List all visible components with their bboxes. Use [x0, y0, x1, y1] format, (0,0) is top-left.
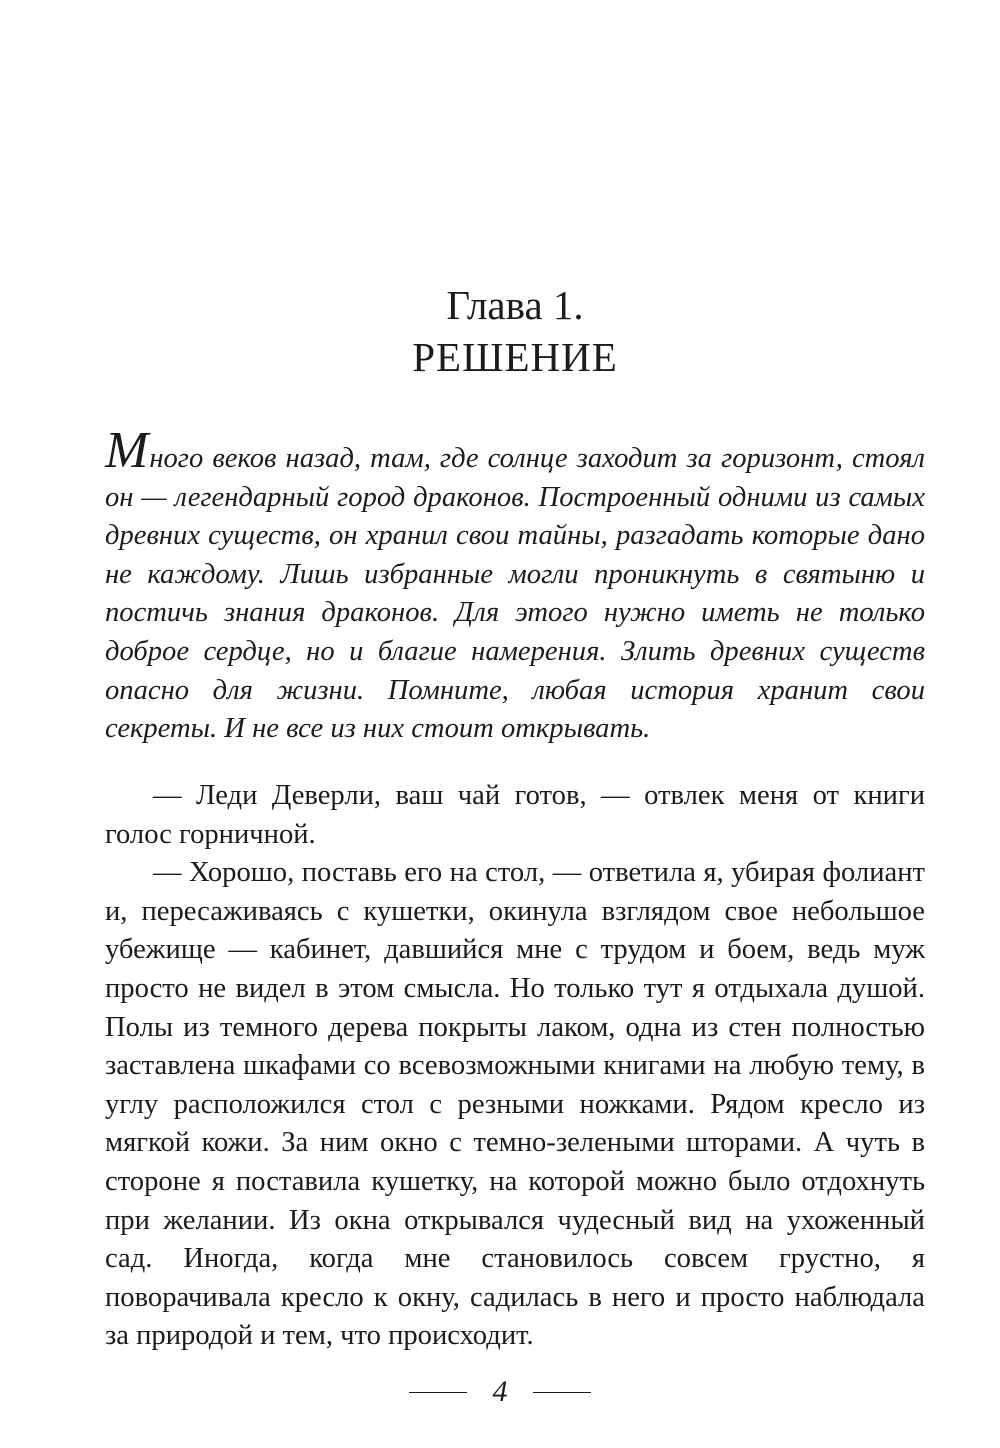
chapter-header [0, 279, 1000, 383]
page-number: 4 [492, 1375, 508, 1409]
footer-rule-right [533, 1392, 591, 1393]
page-footer [0, 1370, 1000, 1412]
epigraph-text: ного веков назад, там, где солнце заходит за горизонт, стоял он — легендарный город драконов. Построенный одними из самых древних существ, он хранил свои тайны, разгадать которые дано не каждому. Лишь избранные могли проникнуть в святыню и постичь знания драконов. Для этого нужно иметь не только доброе сердце, но и благие намерения. Злить древних существ опасно для жизни. Помните, любая история хранит свои секреты. И не все из них стоит открывать. [105, 443, 925, 745]
body-text [105, 777, 925, 1356]
epigraph-initial: М [105, 422, 149, 479]
paragraph: — Хорошо, поставь его на стол, — ответила я, убирая фолиант и, пересаживаясь с кушетки, окинула взглядом свое небольшое убежище — кабинет, давшийся мне с трудом и боем, ведь муж просто не видел в этом смысла. Но только тут я отдыхала душой. Полы из темного дерева покрыты лаком, одна из стен полностью заставлена шкафами со всевозможными книгами на любую тему, в углу расположился стол с резными ножками. Рядом кресло из мягкой кожи. За ним окно с темно-зелеными шторами. А чуть в стороне я поставила кушетку, на которой можно было отдохнуть при желании. Из окна открывался чудесный вид на ухоженный сад. Иногда, когда мне становилось совсем грустно, я поворачивала кресло к окну, садилась в него и просто наблюдала за природой и тем, что происходит. [105, 857, 925, 1352]
epigraph [105, 422, 925, 749]
footer-rule-left [409, 1392, 467, 1393]
chapter-title: РЕШЕНИЕ [412, 334, 618, 380]
chapter-number: Глава 1. [446, 282, 584, 328]
paragraph: — Леди Деверли, ваш чай готов, — отвлек меня от книги голос горничной. [105, 780, 925, 850]
